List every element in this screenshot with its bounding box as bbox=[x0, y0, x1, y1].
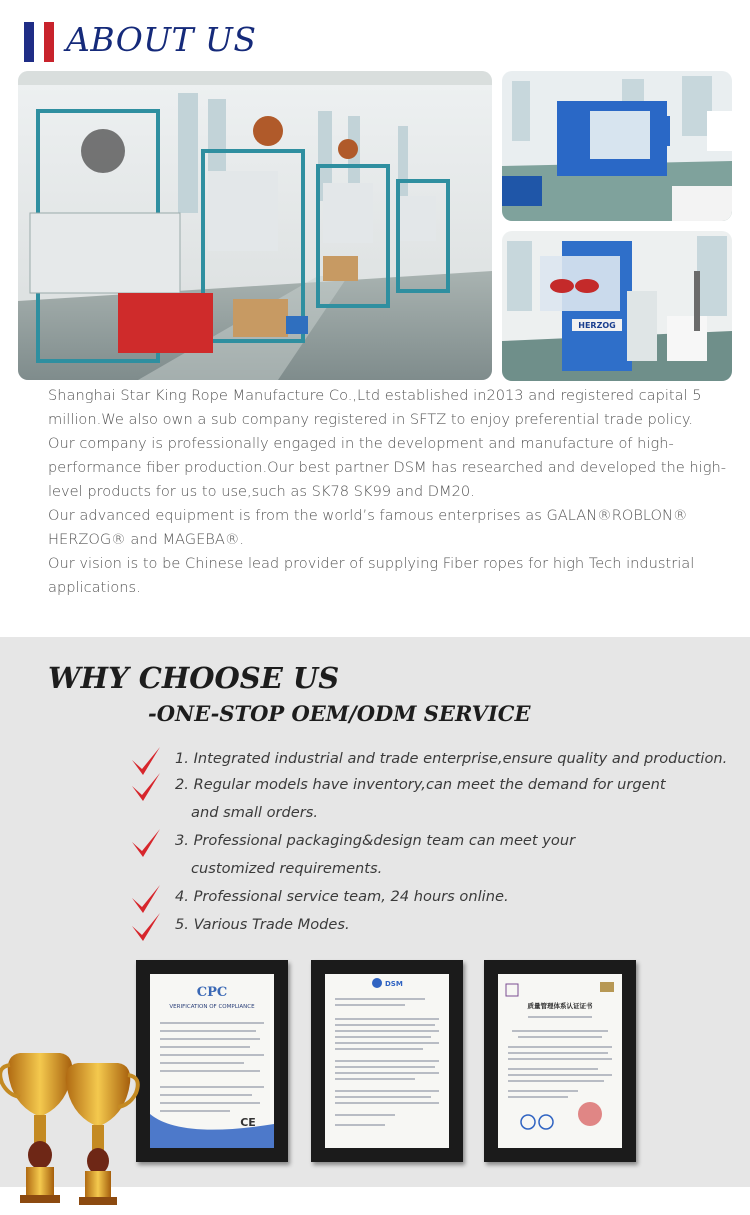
about-description bbox=[48, 384, 728, 600]
dsm-certificate bbox=[311, 960, 463, 1162]
list-item bbox=[130, 911, 740, 939]
about-us-title: ABOUT US bbox=[66, 20, 257, 59]
item-text-continued: and small orders. bbox=[191, 804, 319, 821]
item-text: Professional packaging&design team can meet your bbox=[193, 832, 576, 849]
item-number: 3. bbox=[175, 832, 189, 849]
factory-hall-photo bbox=[18, 71, 492, 380]
service-subtitle: -ONE-STOP OEM/ODM SERVICE bbox=[148, 701, 531, 726]
cpc-logo: CPC bbox=[196, 985, 228, 1000]
list-item bbox=[130, 827, 740, 883]
herzog-label: HERZOG bbox=[578, 321, 616, 330]
why-choose-us-title: WHY CHOOSE US bbox=[48, 661, 340, 695]
item-number: 1. bbox=[175, 750, 189, 767]
quality-system-certificate bbox=[484, 960, 636, 1162]
check-icon bbox=[130, 883, 162, 913]
check-icon bbox=[130, 827, 162, 857]
item-text: Integrated industrial and trade enterprise,ensure quality and production. bbox=[193, 750, 728, 767]
about-paragraph: Our company is professionally engaged in the development and manufacture of high-performance fiber production.Our best partner DSM has researched and developed the high-level products for us to use,such as SK78 SK99 and DM20. bbox=[48, 435, 726, 500]
item-text: Regular models have inventory,can meet the demand for urgent bbox=[193, 776, 666, 793]
list-item bbox=[130, 883, 740, 911]
blue-machine-photo bbox=[502, 71, 732, 221]
ce-mark: CE bbox=[240, 1116, 256, 1129]
cpc-certificate bbox=[136, 960, 288, 1162]
about-paragraph: Our vision is to be Chinese lead provider of supplying Fiber ropes for high Tech industrial applications. bbox=[48, 555, 695, 596]
check-icon bbox=[130, 911, 162, 941]
item-number: 4. bbox=[175, 888, 189, 905]
item-number: 5. bbox=[175, 916, 189, 933]
quality-certificate-heading: 质量管理体系认证证书 bbox=[527, 1002, 593, 1010]
item-number: 2. bbox=[175, 776, 189, 793]
herzog-machine-photo bbox=[502, 231, 732, 381]
dsm-logo: DSM bbox=[385, 980, 403, 988]
check-icon bbox=[130, 771, 162, 801]
advantages-list bbox=[130, 745, 740, 939]
cpc-heading: VERIFICATION OF COMPLIANCE bbox=[169, 1004, 255, 1010]
list-item bbox=[130, 771, 740, 827]
list-item bbox=[130, 745, 740, 773]
about-paragraph: Our advanced equipment is from the world’s famous enterprises as GALAN®ROBLON® HERZOG® and MAGEBA®. bbox=[48, 507, 688, 548]
gold-trophies-image bbox=[0, 1045, 150, 1215]
about-paragraph: Shanghai Star King Rope Manufacture Co.,Ltd established in2013 and registered capital 5 million.We also own a sub company registered in SFTZ to enjoy preferential trade policy. bbox=[48, 387, 702, 428]
item-text: Various Trade Modes. bbox=[193, 916, 350, 933]
flag-icon bbox=[24, 22, 54, 62]
item-text: Professional service team, 24 hours online. bbox=[193, 888, 509, 905]
item-text-continued: customized requirements. bbox=[191, 860, 383, 877]
